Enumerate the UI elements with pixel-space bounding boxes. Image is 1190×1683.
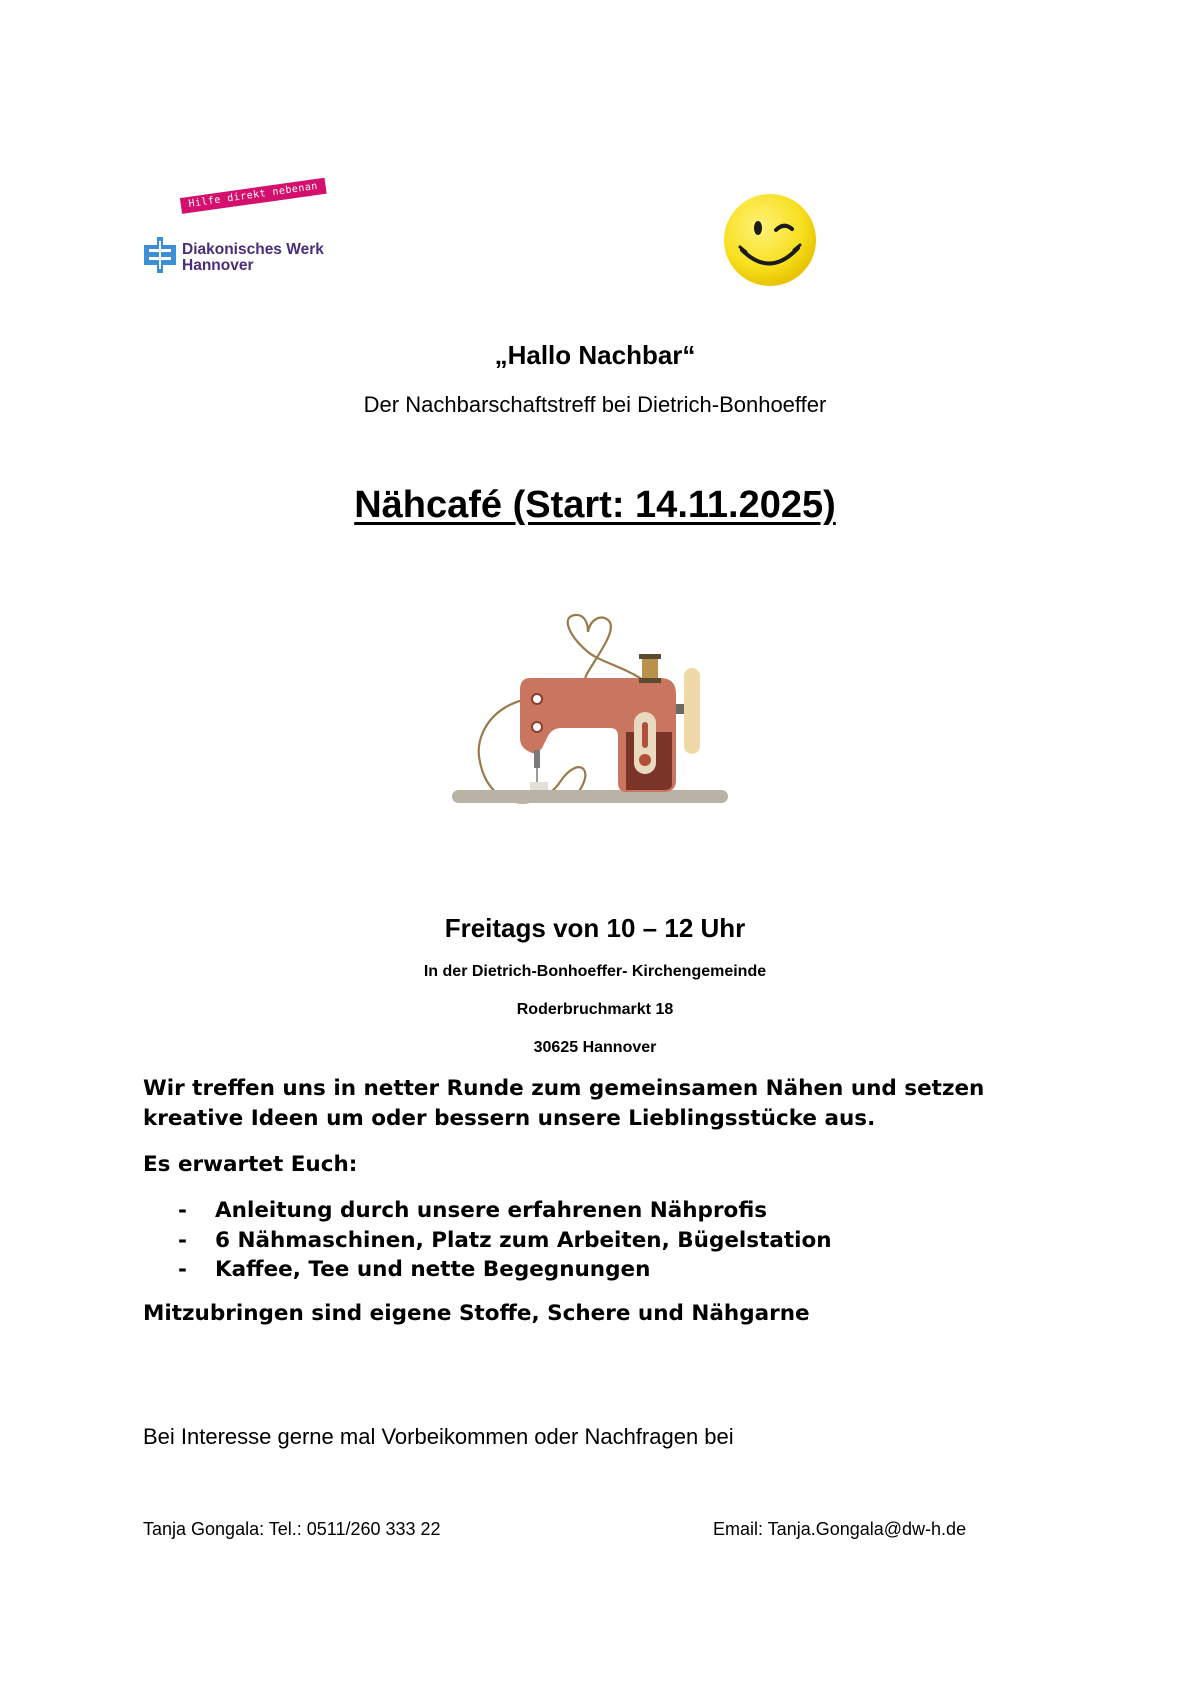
logo-name-line1: Diakonisches Werk	[182, 241, 324, 258]
offer-list	[178, 1196, 1078, 1285]
expect-heading: Es erwartet Euch:	[143, 1152, 358, 1177]
list-bullet: -	[178, 1227, 187, 1253]
list-bullet: -	[178, 1257, 187, 1282]
list-item-text: 6 Nähmaschinen, Platz zum Arbeiten, Bügelstation	[215, 1227, 832, 1253]
logo-name	[182, 242, 324, 274]
address-line-3: 30625 Hannover	[533, 1039, 657, 1056]
list-bullet: -	[178, 1198, 187, 1223]
list-item	[178, 1226, 1078, 1256]
greeting-heading: „Hallo Nachbar“	[494, 340, 696, 370]
list-item-text: Anleitung durch unsere erfahrenen Nähprofis	[215, 1198, 768, 1223]
list-item-text: Kaffee, Tee und nette Begegnungen	[215, 1257, 651, 1282]
logo-tagline: Hilfe direkt nebenan	[180, 178, 327, 214]
address-line-2: Roderbruchmarkt 18	[516, 1001, 674, 1018]
list-item	[178, 1196, 1078, 1226]
subtitle: Der Nachbarschaftstreff bei Dietrich-Bonhoeffer	[363, 392, 827, 417]
interest-text: Bei Interesse gerne mal Vorbeikommen oder Nachfragen bei	[143, 1424, 734, 1449]
bring-text: Mitzubringen sind eigene Stoffe, Schere und Nähgarne	[143, 1301, 810, 1326]
list-item	[178, 1255, 1078, 1285]
sewing-machine-icon	[450, 612, 730, 822]
contact-email: Email: Tanja.Gongala@dw-h.de	[713, 1519, 967, 1539]
diakonie-cross-icon	[144, 237, 176, 273]
schedule-time: Freitags von 10 – 12 Uhr	[444, 913, 746, 943]
page-title: Nähcafé (Start: 14.11.2025)	[354, 484, 836, 526]
address-line-1: In der Dietrich-Bonhoeffer- Kirchengemeinde	[423, 963, 767, 980]
winking-smiley-icon	[722, 192, 818, 288]
logo-name-line2: Hannover	[182, 257, 254, 274]
intro-text: Wir treffen uns in netter Runde zum gemeinsamen Nähen und setzen kreative Ideen um oder bessern unsere Lieblingsstücke aus.	[143, 1076, 985, 1131]
contact-phone: Tanja Gongala: Tel.: 0511/260 333 22	[143, 1519, 441, 1539]
